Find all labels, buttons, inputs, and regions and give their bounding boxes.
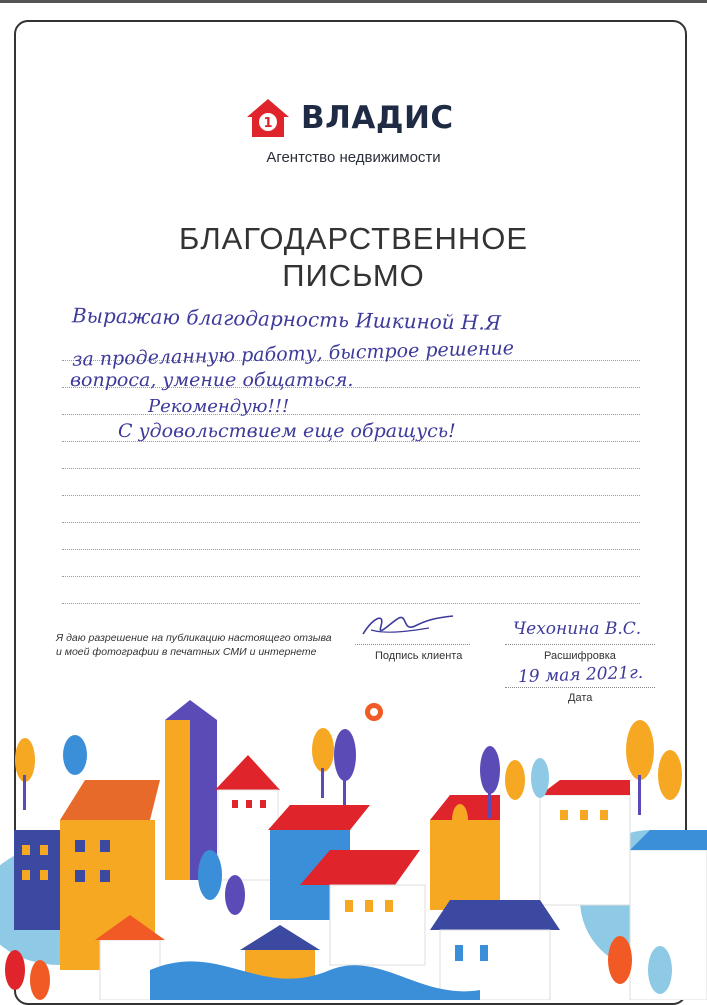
- consent-line-1: Я даю разрешение на публикацию настоящего отзыва: [56, 632, 332, 644]
- date-value: 19 мая 2021г.: [517, 662, 644, 688]
- top-rule: [0, 0, 707, 3]
- handwritten-line-1: Выражаю благодарность Ишкиной Н.Я: [71, 303, 502, 335]
- handwritten-line-4: Рекомендую!!!: [148, 396, 290, 417]
- brand-subtitle: Агентство недвижимости: [266, 149, 441, 166]
- date-label: Дата: [568, 692, 593, 704]
- handwritten-line-2: за проделанную работу, быстрое решение: [71, 337, 515, 371]
- signature-line: [355, 644, 470, 645]
- handwritten-line-3: вопроса, умение общаться.: [70, 369, 354, 391]
- client-signature: [355, 604, 465, 646]
- letter-title: [0, 220, 707, 294]
- city-illustration: [0, 700, 707, 1000]
- publication-consent: [56, 631, 332, 659]
- decoding-value: Чехонина В.С.: [513, 619, 642, 639]
- signature-label: Подпись клиента: [375, 650, 463, 662]
- date-line: [505, 687, 655, 688]
- title-line-1: БЛАГОДАРСТВЕННОЕ: [178, 221, 529, 256]
- brand-logo: [245, 97, 454, 139]
- title-line-2: ПИСЬМО: [282, 258, 425, 293]
- house-key-icon: [245, 97, 291, 139]
- decoding-label: Расшифровка: [544, 650, 616, 662]
- consent-line-2: и моей фотографии в печатных СМИ и интернете: [56, 646, 317, 658]
- handwritten-line-5: С удовольствием еще обращусь!: [118, 420, 456, 442]
- decoding-line: [505, 644, 655, 645]
- logo-digit: 1: [263, 116, 273, 131]
- brand-name: ВЛАДИС: [301, 100, 454, 136]
